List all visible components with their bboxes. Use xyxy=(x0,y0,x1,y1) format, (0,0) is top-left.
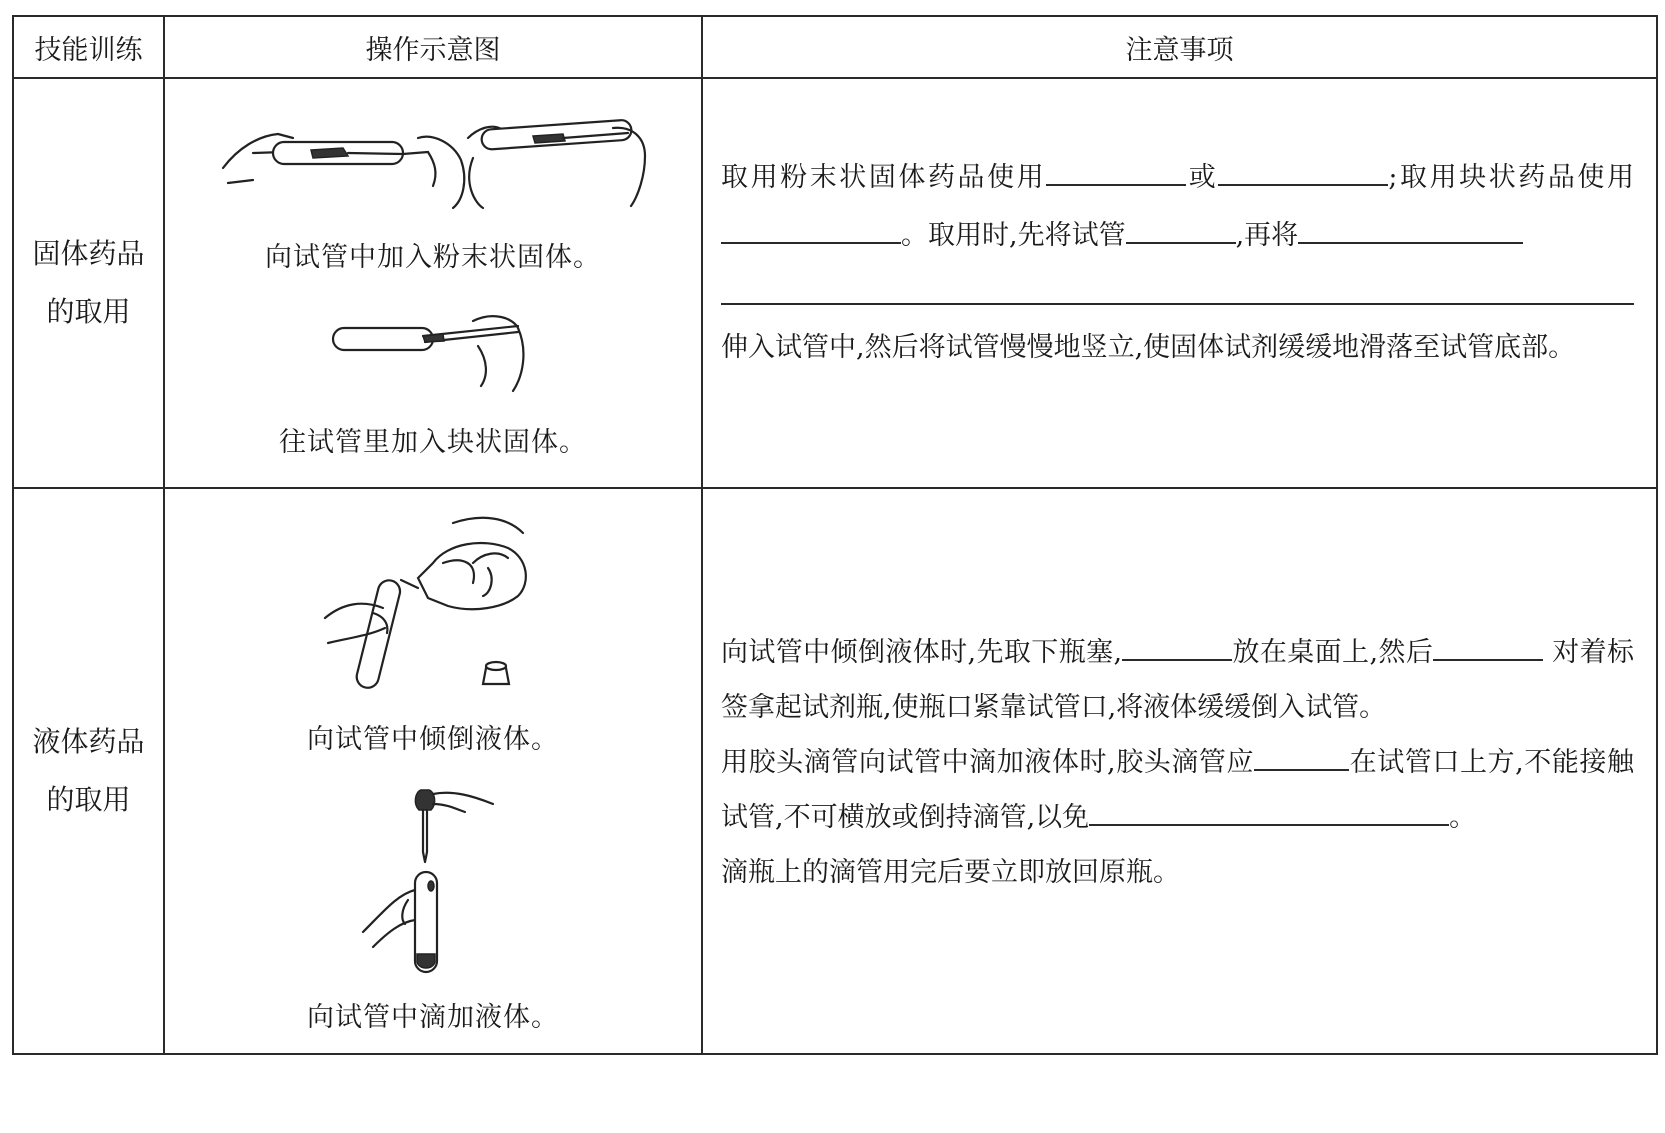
skill-label-solid-2: 的取用 xyxy=(46,295,131,328)
answer-blank[interactable] xyxy=(1218,154,1388,186)
note-liquid-t1: 向试管中倾倒液体时,先取下瓶塞, xyxy=(721,636,1123,668)
answer-blank-full-line[interactable] xyxy=(721,265,1634,305)
answer-blank[interactable] xyxy=(1122,629,1232,661)
powder-tube-illustration xyxy=(213,108,653,213)
caption-powder: 向试管中加入粉末状固体。 xyxy=(265,241,601,273)
skill-cell-liquid xyxy=(13,488,164,1054)
header-row xyxy=(13,16,1657,78)
lump-tube-illustration xyxy=(323,306,543,396)
table-row-liquid xyxy=(13,488,1657,1054)
notes-cell-liquid xyxy=(702,488,1657,1054)
note-solid-t5: ,再将 xyxy=(1235,220,1299,251)
skills-table xyxy=(12,15,1658,1055)
skill-label-liquid-2: 的取用 xyxy=(46,783,131,816)
note-solid-t2: 或 xyxy=(1186,162,1219,193)
answer-blank[interactable] xyxy=(1254,739,1349,771)
answer-blank[interactable] xyxy=(721,212,901,244)
notes-cell-solid xyxy=(702,78,1657,488)
diagram-cell-solid xyxy=(164,78,702,488)
skill-label-liquid-1: 液体药品 xyxy=(32,725,145,758)
dropper-illustration xyxy=(353,782,513,977)
header-notes: 注意事项 xyxy=(702,16,1657,78)
answer-blank[interactable] xyxy=(1046,154,1186,186)
answer-blank[interactable] xyxy=(1089,794,1449,826)
answer-blank[interactable] xyxy=(1298,212,1523,244)
caption-pour: 向试管中倾倒液体。 xyxy=(307,724,559,755)
note-liquid-t5: 在试管口上方,不能接触试管,不可横放或倒持滴管,以免 xyxy=(721,746,1634,833)
caption-lump: 往试管里加入块状固体。 xyxy=(279,426,587,458)
skill-cell-solid xyxy=(13,78,164,488)
answer-blank[interactable] xyxy=(1126,212,1236,244)
note-liquid-t2: 放在桌面上,然后 xyxy=(1232,636,1434,668)
table-row-solid xyxy=(13,78,1657,488)
skill-label-solid-1: 固体药品 xyxy=(32,237,145,270)
header-skill: 技能训练 xyxy=(13,16,164,78)
note-liquid-t4: 用胶头滴管向试管中滴加液体时,胶头滴管应 xyxy=(721,746,1255,778)
note-solid-t6: 伸入试管中,然后将试管慢慢地竖立,使固体试剂缓缓地滑落至试管底部。 xyxy=(721,332,1576,363)
note-solid-t1: 取用粉末状固体药品使用 xyxy=(721,162,1047,193)
note-solid-t3: ;取用块状药品使用 xyxy=(1388,162,1635,193)
answer-blank[interactable] xyxy=(1433,629,1543,661)
note-liquid-t6: 。 xyxy=(1449,801,1477,833)
note-solid-t4: 。取用时,先将试管 xyxy=(901,220,1126,251)
note-liquid-t3: 对着标签拿起试剂瓶,使瓶口紧靠试管口,将液体缓缓倒入试管。 xyxy=(721,636,1634,723)
caption-drip: 向试管中滴加液体。 xyxy=(307,1002,559,1033)
pouring-illustration xyxy=(323,508,543,693)
header-diagram: 操作示意图 xyxy=(164,16,702,78)
note-liquid-t7: 滴瓶上的滴管用完后要立即放回原瓶。 xyxy=(721,856,1180,888)
diagram-cell-liquid xyxy=(164,488,702,1054)
